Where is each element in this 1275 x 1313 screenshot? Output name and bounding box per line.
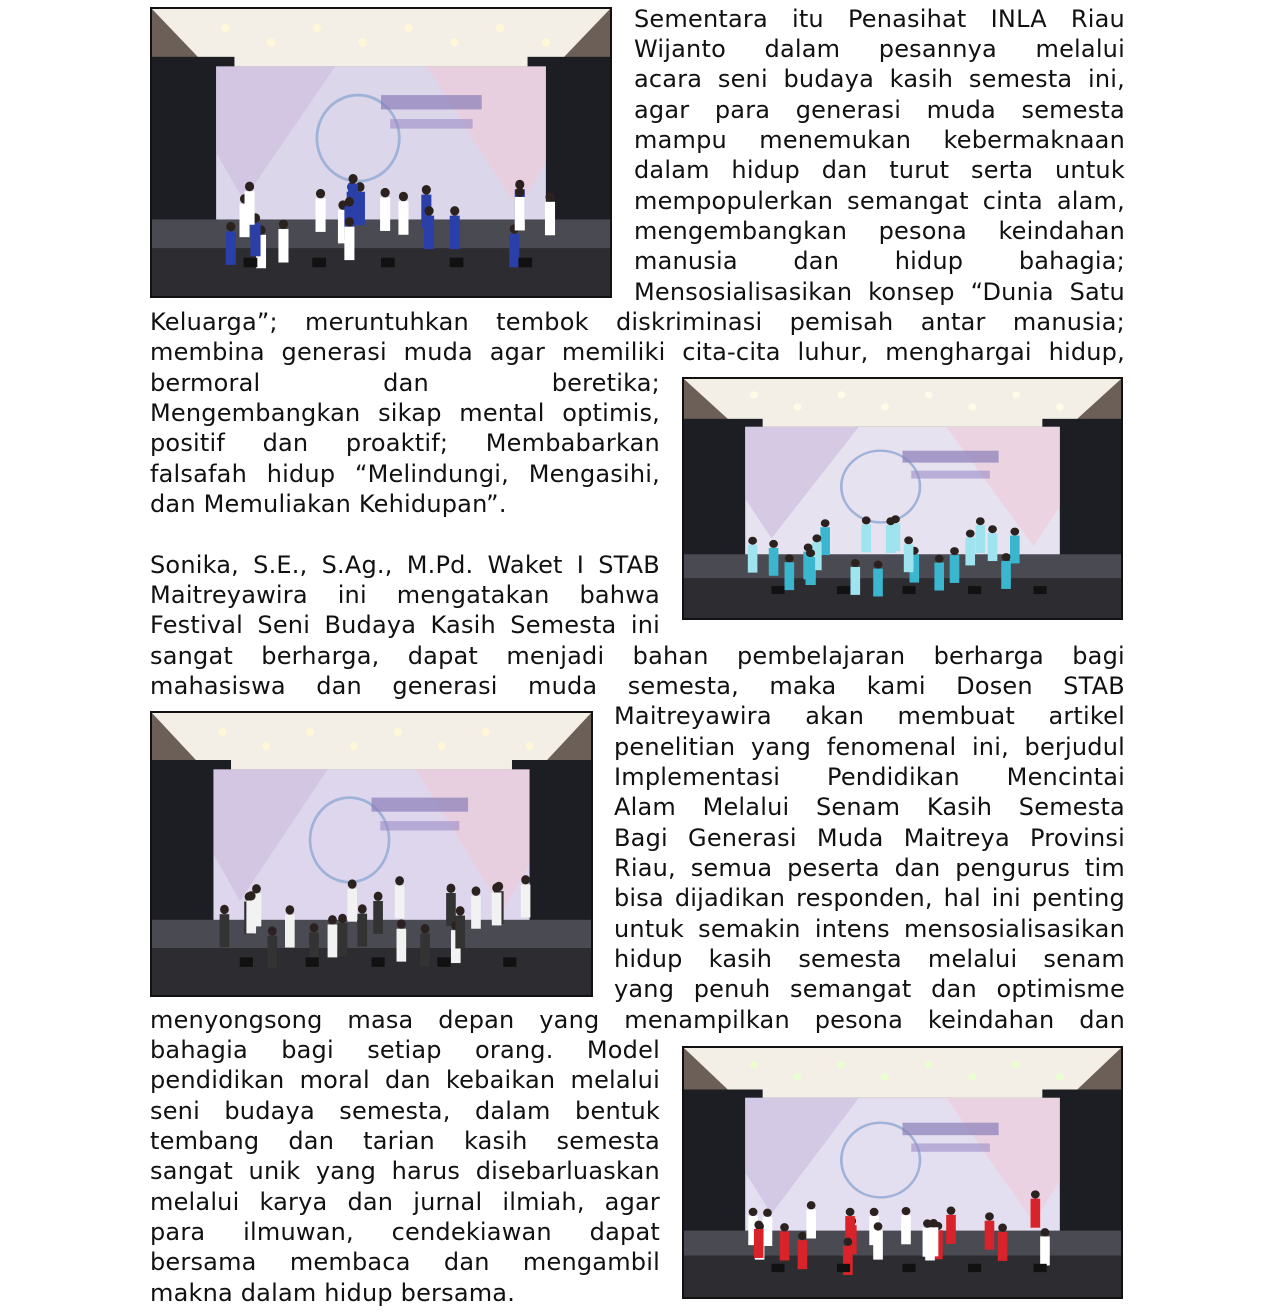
- text-line: bersama membaca dan mengambil: [150, 1248, 660, 1276]
- text-line: Maitreyawira ini mengatakan bahwa: [150, 581, 660, 609]
- text-line: positif dan proaktif; Membabarkan: [150, 429, 660, 457]
- text-line: dan Memuliakan Kehidupan”.: [150, 490, 507, 518]
- text-line: mahasiswa dan generasi muda semesta, maka kami Dosen STAB: [150, 672, 1125, 700]
- text-line: agar para generasi muda semesta: [634, 96, 1125, 124]
- text-line: acara seni budaya kasih semesta ini,: [634, 65, 1125, 93]
- text-line: bahagia bagi setiap orang. Model: [150, 1036, 660, 1064]
- text-line: Riau, semua peserta dan pengurus tim: [614, 854, 1125, 882]
- text-line: dalam hidup dan turut serta untuk: [634, 156, 1125, 184]
- text-line: sangat berharga, dapat menjadi bahan pembelajaran berharga bagi: [150, 642, 1125, 670]
- text-line: yang penuh semangat dan optimisme: [614, 975, 1125, 1003]
- text-line: melalui karya dan jurnal ilmiah, agar: [150, 1188, 660, 1216]
- text-line: falsafah hidup “Melindungi, Mengasihi,: [150, 460, 660, 488]
- text-line: Mengembangkan sikap mental optimis,: [150, 399, 660, 427]
- text-line: bermoral dan beretika;: [150, 369, 660, 397]
- text-line: menyongsong masa depan yang menampilkan pesona keindahan dan: [150, 1006, 1125, 1034]
- text-line: tembang dan tarian kasih semesta: [150, 1127, 660, 1155]
- text-line: Implementasi Pendidikan Mencintai: [614, 763, 1125, 791]
- photo-performance-blue-dancers: [150, 7, 612, 298]
- text-line: sangat unik yang harus disebarluaskan: [150, 1157, 660, 1185]
- text-line: para ilmuwan, cendekiawan dapat: [150, 1218, 660, 1246]
- text-line: Sonika, S.E., S.Ag., M.Pd. Waket I STAB: [150, 551, 660, 579]
- text-line: pendidikan moral dan kebaikan melalui: [150, 1066, 660, 1094]
- text-line: seni budaya semesta, dalam bentuk: [150, 1097, 660, 1125]
- text-line: Festival Seni Budaya Kasih Semesta ini: [150, 611, 660, 639]
- text-line: mempopulerkan semangat cinta alam,: [634, 187, 1125, 215]
- text-line: membina generasi muda agar memiliki cita-cita luhur, menghargai hidup,: [150, 338, 1125, 366]
- text-line: untuk semakin intens mensosialisasikan: [614, 915, 1125, 943]
- photo-performance-white-dancers: [150, 711, 593, 997]
- photo-performance-red-dancers: [682, 1046, 1123, 1299]
- text-line: mampu menemukan kebermaknaan: [634, 126, 1125, 154]
- text-line: Keluarga”; meruntuhkan tembok diskriminasi pemisah antar manusia;: [150, 308, 1125, 336]
- text-line: Maitreyawira akan membuat artikel: [614, 702, 1125, 730]
- text-line: makna dalam hidup bersama.: [150, 1279, 516, 1307]
- text-line: manusia dan hidup bahagia;: [634, 247, 1125, 275]
- text-line: penelitian yang fenomenal ini, berjudul: [614, 733, 1125, 761]
- text-line: Alam Melalui Senam Kasih Semesta: [614, 793, 1125, 821]
- text-line: Sementara itu Penasihat INLA Riau: [634, 5, 1125, 33]
- text-line: hidup kasih semesta melalui senam: [614, 945, 1125, 973]
- text-line: Mensosialisasikan konsep “Dunia Satu: [634, 278, 1125, 306]
- text-line: Bagi Generasi Muda Maitreya Provinsi: [614, 824, 1125, 852]
- text-line: Wijanto dalam pesannya melalui: [634, 35, 1125, 63]
- photo-performance-turquoise-dancers: [682, 377, 1123, 620]
- text-line: mengembangkan pesona keindahan: [634, 217, 1125, 245]
- text-line: bisa dijadikan responden, hal ini penting: [614, 884, 1125, 912]
